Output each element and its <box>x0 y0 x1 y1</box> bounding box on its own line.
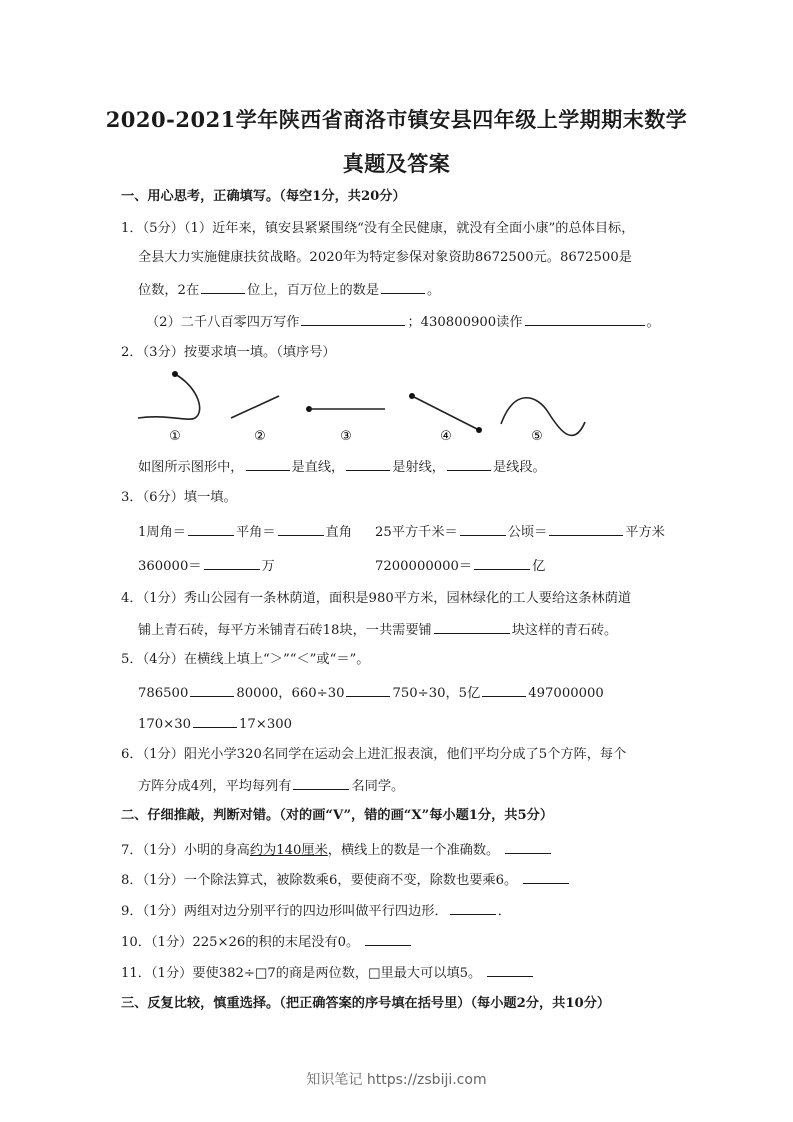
q5-text-a4: 497000000 <box>528 686 604 701</box>
q7-underlined-text: 约为140厘米 <box>249 843 328 858</box>
q1-text-a: 位数，2在 <box>138 283 200 298</box>
q3-blank-yi[interactable] <box>474 556 530 570</box>
q5-text-a1: 786500 <box>138 686 189 701</box>
q5-row2 <box>138 714 292 734</box>
q3-text-a1: 1周角＝ <box>138 525 186 540</box>
q7-blank[interactable] <box>505 840 551 854</box>
q3-text-b1: 25平方千米＝ <box>375 525 458 540</box>
q11-blank[interactable] <box>487 963 533 977</box>
figure-label-5: ⑤ <box>531 429 543 444</box>
q1-line1: 1．（5分）（1）近年来，镇安县紧紧围绕“没有全民健康，就没有全面小康”的总体目标， <box>121 221 635 236</box>
q10-line <box>121 932 413 952</box>
q5-text-a2: 80000，660÷30 <box>236 686 345 701</box>
q10-blank[interactable] <box>365 932 411 946</box>
q2-line1: 2．（3分）按要求填一填。（填序号） <box>121 345 336 360</box>
q11-text: 11．（1分）要使382÷□7的商是两位数，□里最大可以填5。 <box>121 966 482 981</box>
q7-line <box>121 840 553 860</box>
q1-blank-digit-place[interactable] <box>201 280 245 294</box>
q6-line2 <box>138 776 404 796</box>
q3-text-a3: 直角 <box>325 525 352 540</box>
q4-text-a: 铺上青石砖，每平方米铺青石砖18块，一共需要铺 <box>138 623 432 638</box>
q2-text-c: 是射线， <box>392 460 445 475</box>
q2-blank-ray[interactable] <box>346 457 390 471</box>
figure-label-4: ④ <box>440 429 452 444</box>
q4-text-b: 块这样的青石砖。 <box>511 623 618 638</box>
q6-text-a: 方阵分成4列，平均每列有 <box>138 779 292 794</box>
q3-row1-right <box>375 522 665 542</box>
q5-text-a3: 750÷30，5亿 <box>392 686 481 701</box>
q3-blank-square-meter[interactable] <box>549 522 623 536</box>
q3-blank-right-angle[interactable] <box>278 522 324 536</box>
q3-blank-flat-angle[interactable] <box>188 522 234 536</box>
q3-text-b3: 平方米 <box>625 525 665 540</box>
q9-text: 9．（1分）两组对边分别平行的四边形叫做平行四边形． <box>121 904 448 919</box>
section1-heading: 一、用心思考，正确填写。（每空1分，共20分） <box>121 189 406 204</box>
q2-blank-straight-line[interactable] <box>246 457 290 471</box>
q5-row1 <box>138 683 604 703</box>
q3-text-d1: 7200000000＝ <box>375 559 473 574</box>
q7-text-a: 7．（1分）小明的身高 <box>121 843 250 858</box>
q5-blank-2[interactable] <box>346 683 390 697</box>
q1-line3 <box>138 280 440 300</box>
q2-text-d: 是线段。 <box>493 460 546 475</box>
q9-blank[interactable] <box>450 901 496 915</box>
figure-label-3: ③ <box>340 429 352 444</box>
q5-text-b1: 170×30 <box>138 717 192 732</box>
q1-text-f: 。 <box>646 315 660 330</box>
q2-blank-segment[interactable] <box>447 457 491 471</box>
q7-text-b: ，横线上的数是一个准确数。 <box>327 843 500 858</box>
q1-blank-read-number[interactable] <box>525 312 645 326</box>
q3-text-d2: 亿 <box>532 559 546 574</box>
q8-blank[interactable] <box>523 870 569 884</box>
q3-text-a2: 平角＝ <box>235 525 276 540</box>
q3-row2-right <box>375 556 545 576</box>
figure-5-wave <box>501 398 585 436</box>
q2-text-b: 是直线， <box>291 460 345 475</box>
q4-line2 <box>138 620 617 640</box>
page-title-line2: 真题及答案 <box>342 151 451 176</box>
q3-blank-wan[interactable] <box>204 556 260 570</box>
q3-text-c1: 360000＝ <box>138 559 202 574</box>
q5-blank-4[interactable] <box>193 714 237 728</box>
figure-2-line <box>231 396 279 418</box>
q3-text-c2: 万 <box>261 559 275 574</box>
section3-heading: 三、反复比较，慎重选择。（把正确答案的序号填在括号里）（每小题2分，共10分） <box>121 996 611 1011</box>
q1-line4 <box>146 312 660 332</box>
q6-text-b: 名同学。 <box>351 779 405 794</box>
q11-line <box>121 963 535 983</box>
q1-text-b: 位上，百万位上的数是 <box>247 283 380 298</box>
q9-text-end: ． <box>497 904 511 919</box>
q1-text-c: 。 <box>427 283 441 298</box>
q3-line1: 3．（6分）填一填。 <box>121 490 237 505</box>
page-title-line1: 2020-2021学年陕西省商洛市镇安县四年级上学期期末数学 <box>105 107 688 132</box>
q1-text-e: ；430800900读作 <box>407 315 523 330</box>
figure-label-1: ① <box>169 429 181 444</box>
q10-text: 10．（1分）225×26的积的末尾没有0。 <box>121 935 360 950</box>
q8-text: 8．（1分）一个除法算式，被除数乘6，要使商不变，除数也要乘6。 <box>121 873 518 888</box>
q8-line <box>121 870 571 890</box>
q1-blank-write-number[interactable] <box>301 312 405 326</box>
q3-row1-left <box>138 522 352 542</box>
section2-heading: 二、仔细推敲，判断对错。（对的画“V”，错的画“X”每小题1分，共5分） <box>121 808 554 823</box>
figure-label-2: ② <box>254 429 266 444</box>
q4-blank-bricks[interactable] <box>434 620 510 634</box>
figure-4-segment <box>409 393 482 433</box>
q2-line2 <box>138 457 546 477</box>
line-figures <box>133 366 593 446</box>
q5-text-b2: 17×300 <box>239 717 293 732</box>
q3-row2-left <box>138 556 275 576</box>
q1-blank-millions-digit[interactable] <box>381 280 425 294</box>
q3-text-b2: 公顷＝ <box>507 525 548 540</box>
q9-line <box>121 901 511 921</box>
q3-blank-hectare[interactable] <box>460 522 506 536</box>
q4-line1: 4．（1分）秀山公园有一条林荫道，面积是980平方米，园林绿化的工人要给这条林荫道 <box>121 591 632 606</box>
q6-blank-students[interactable] <box>293 776 349 790</box>
q5-blank-3[interactable] <box>482 683 526 697</box>
q6-line1: 6．（1分）阳光小学320名同学在运动会上进汇报表演，他们平均分成了5个方阵，每个 <box>121 747 627 762</box>
q1-text-d: （2）二千八百零四万写作 <box>146 315 300 330</box>
q5-blank-1[interactable] <box>190 683 234 697</box>
q2-text-a: 如图所示图形中， <box>138 460 244 475</box>
q5-line1: 5．（4分）在横线上填上“＞”“＜”或“＝”。 <box>121 652 370 667</box>
figure-3-ray <box>306 406 385 412</box>
q1-line2: 全县大力实施健康扶贫战略。2020年为特定参保对象资助8672500元。8672500是 <box>138 250 632 265</box>
footer-watermark[interactable]: 知识笔记 https://zsbiji.com <box>306 1072 487 1088</box>
figure-1-curve <box>138 371 200 419</box>
